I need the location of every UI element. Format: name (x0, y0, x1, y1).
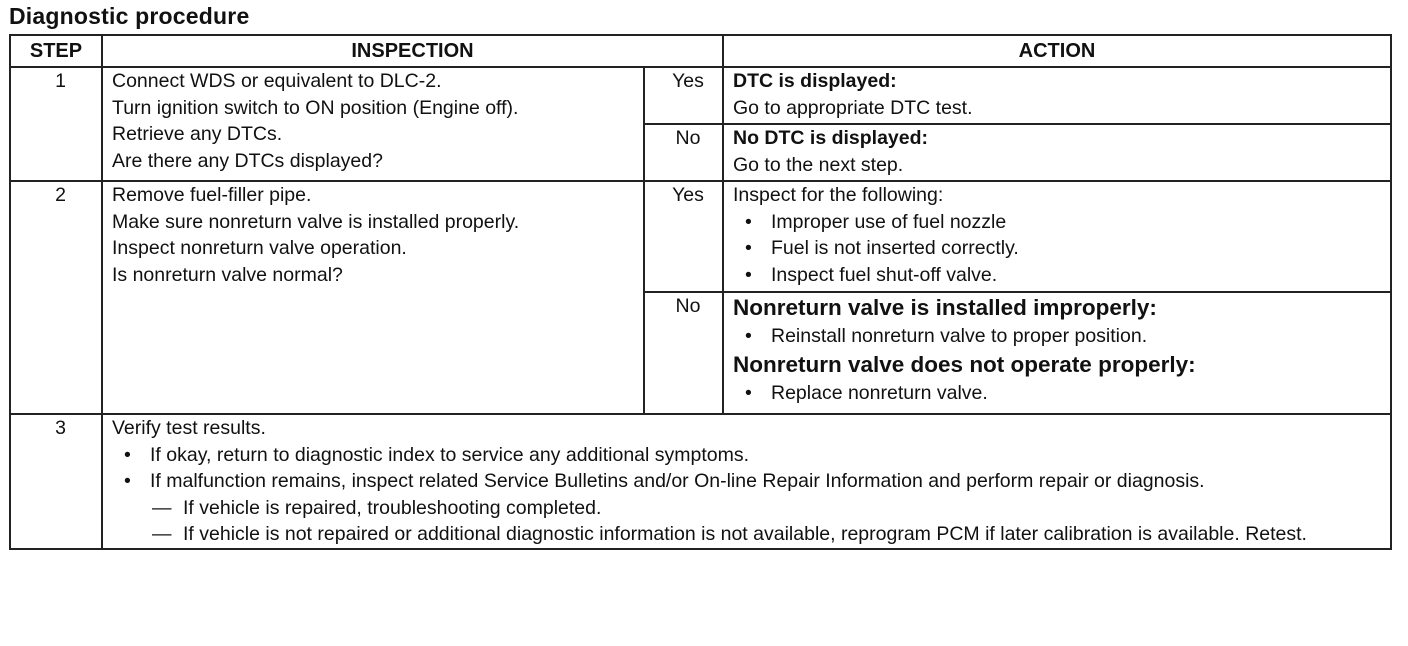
step-number: 3 (10, 414, 102, 549)
action-cell (723, 292, 1391, 414)
inspection-cell (102, 67, 644, 181)
list-item: • Fuel is not inserted correctly. (733, 235, 1390, 262)
table-row (10, 414, 1391, 549)
list-item: • Replace nonreturn valve. (733, 380, 1390, 407)
inspection-line: Are there any DTCs displayed? (112, 149, 383, 172)
action-heading: No DTC is displayed: (733, 127, 929, 149)
list-item: • Inspect fuel shut-off valve. (733, 262, 1390, 289)
inspection-line: Remove fuel-filler pipe. (112, 184, 312, 206)
inspection-line: Connect WDS or equivalent to DLC-2. (112, 70, 442, 92)
page-title: Diagnostic procedure (9, 3, 250, 29)
action-heading: Nonreturn valve does not operate properly: (733, 351, 1196, 377)
inspection-header: INSPECTION (102, 35, 723, 67)
step-header: STEP (10, 35, 102, 67)
inspection-line: Is nonreturn valve normal? (112, 263, 343, 286)
action-text: Inspect for the following: (733, 184, 944, 206)
list-item: • If okay, return to diagnostic index to service any additional symptoms. (112, 442, 1376, 469)
list-item: • If malfunction remains, inspect related Service Bulletins and/or On-line Repair Information and perform repair or diagnosis. (112, 468, 1376, 495)
no-label: No (644, 292, 723, 414)
list-item: • Improper use of fuel nozzle (733, 209, 1390, 236)
step-number: 1 (10, 67, 102, 181)
action-cell (723, 67, 1391, 124)
action-heading: DTC is displayed: (733, 70, 897, 92)
list-item: — If vehicle is repaired, troubleshooting completed. (112, 495, 1376, 522)
diagnostic-procedure-table (9, 34, 1392, 550)
inspection-line: Retrieve any DTCs. (112, 123, 283, 145)
action-bullet-list (733, 380, 1390, 407)
inspection-sub-list (112, 495, 1376, 548)
table-row (10, 181, 1391, 292)
inspection-line: Inspect nonreturn valve operation. (112, 237, 407, 259)
step-number: 2 (10, 181, 102, 414)
action-cell (723, 181, 1391, 292)
action-heading: Nonreturn valve is installed improperly: (733, 295, 1157, 320)
yes-label: Yes (644, 181, 723, 292)
inspection-cell (102, 414, 1391, 549)
inspection-line: Turn ignition switch to ON position (Engine off). (112, 96, 519, 119)
inspection-cell (102, 181, 644, 414)
list-item: — If vehicle is not repaired or additional diagnostic information is not available, reprogram PCM if later calibration is available. Retest. (112, 521, 1376, 548)
action-bullet-list (733, 209, 1390, 289)
action-header: ACTION (723, 35, 1391, 67)
inspection-line: Make sure nonreturn valve is installed properly. (112, 210, 520, 233)
inspection-bullet-list (112, 442, 1376, 495)
action-text: Go to the next step. (733, 153, 904, 176)
yes-label: Yes (644, 67, 723, 124)
action-text: Go to appropriate DTC test. (733, 96, 973, 119)
table-header-row (10, 35, 1391, 67)
table-row (10, 67, 1391, 124)
no-label: No (644, 124, 723, 181)
inspection-line: Verify test results. (112, 417, 266, 439)
list-item: • Reinstall nonreturn valve to proper position. (733, 323, 1390, 350)
action-bullet-list (733, 323, 1390, 350)
action-cell (723, 124, 1391, 181)
